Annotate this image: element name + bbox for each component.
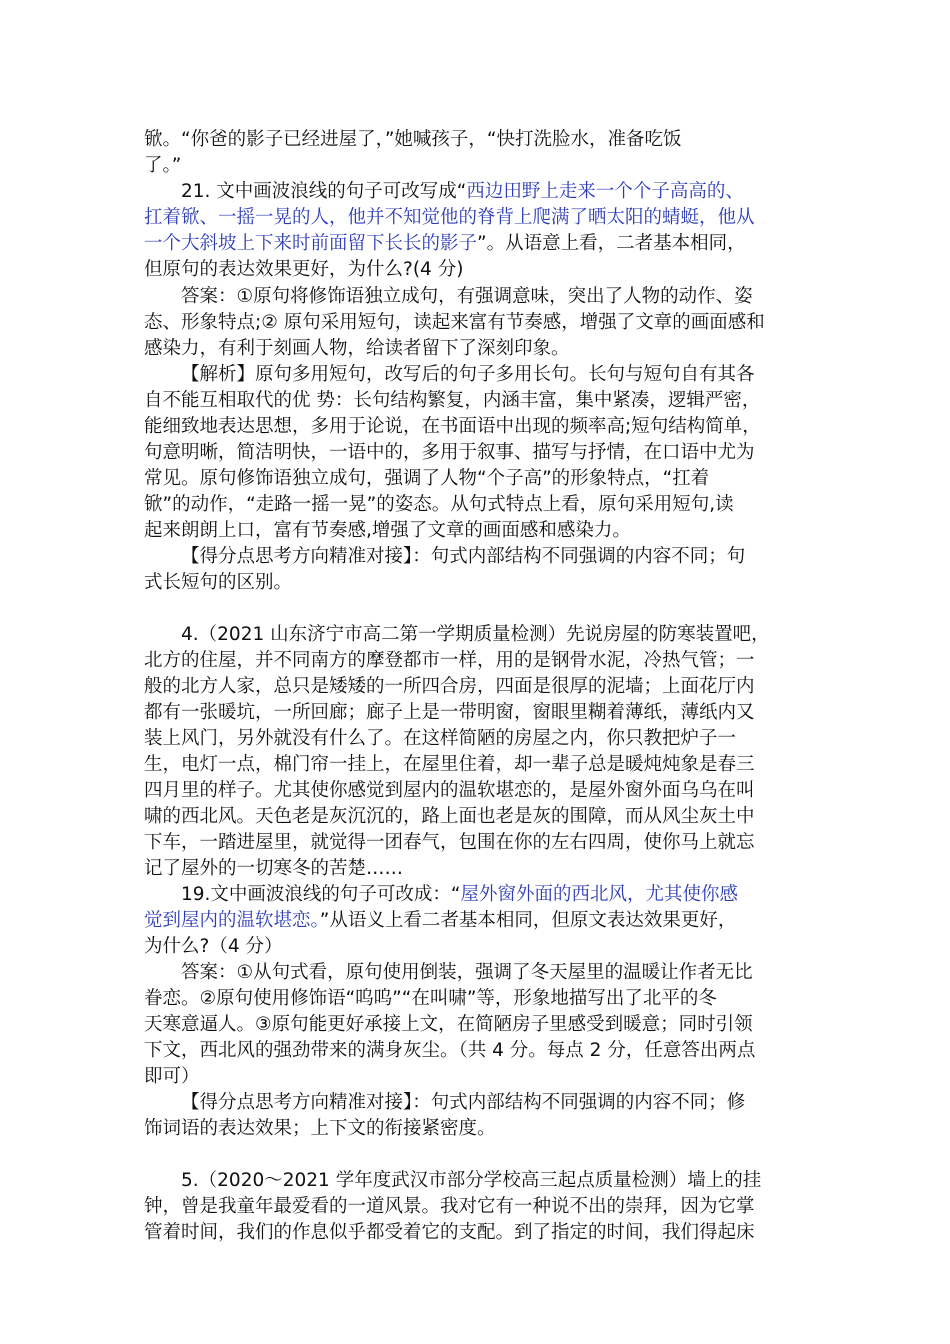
question-21-line: 一个大斜坡上下来时前面留下长长的影子”。从语意上看，二者基本相同，: [144, 233, 746, 254]
question-21-line: 但原句的表达效果更好，为什么?(4 分): [144, 259, 464, 280]
analysis-line: 自不能互相取代的优 势：长句结构繁复，内涵丰富，集中紧凑，逻辑严密，: [144, 390, 761, 411]
highlighted-sentence: 一个大斜坡上下来时前面留下长长的影子: [144, 233, 478, 254]
analysis-line: 锨”的动作，“走路一摇一晃”的姿态。从句式特点上看，原句采用短句,读: [144, 494, 734, 515]
question-19-line: 19.文中画波浪线的句子可改成：“屋外窗外面的西北风，尤其使你感: [181, 884, 739, 905]
answer-line: 下文，西北风的强劲带来的满身灰尘。（共 4 分。每点 2 分，任意答出两点: [144, 1040, 756, 1061]
scoring-point-line: 式长短句的区别。: [144, 572, 293, 593]
answer-line: 即可）: [144, 1066, 200, 1087]
passage-4-line: 4.（2021 山东济宁市高二第一学期质量检测）先说房屋的防寒装置吧，: [181, 624, 770, 645]
analysis-line: 常见。原句修饰语独立成句，强调了人物“个子高”的形象特点，“扛着: [144, 468, 710, 489]
passage-4-line: 四月里的样子。尤其使你感觉到屋内的温软堪恋的，是屋外窗外面乌乌在叫: [144, 780, 755, 801]
passage-4-line: 下车，一踏进屋里，就觉得一团春气，包围在你的左右四周，使你马上就忘: [144, 832, 755, 853]
passage-4-line: 都有一张暖坑，一所回廊；廊子上是一带明窗，窗眼里糊着薄纸，薄纸内又: [144, 702, 755, 723]
answer-line: 答案：①从句式看，原句使用倒装，强调了冬天屋里的温暖让作者无比: [181, 962, 753, 983]
question-19-line: 为什么?（4 分）: [144, 936, 283, 957]
highlighted-sentence: 屋外窗外面的西北风，尤其使你感: [460, 884, 739, 905]
scoring-point-line: 饰词语的表达效果；上下文的衔接紧密度。: [144, 1118, 496, 1139]
answer-line: 天寒意逼人。③原句能更好承接上文，在简陋房子里感受到暖意；同时引领: [144, 1014, 753, 1035]
answer-line: 态、形象特点;② 原句采用短句，读起来富有节奏感，增强了文章的画面感和: [144, 312, 765, 333]
passage-4-line: 装上风门，另外就没有什么了。在这样简陋的房屋之内，你只教把炉子一: [144, 728, 737, 749]
analysis-line: 【解析】原句多用短句，改写后的句子多用长句。长句与短句自有其各: [181, 364, 755, 385]
highlighted-sentence: 扛着锨、一摇一晃的人，他并不知觉他的脊背上爬满了晒太阳的蜻蜓，他从: [144, 207, 755, 228]
analysis-line: 句意明晰，简洁明快，一语中的，多用于叙事、描写与抒情，在口语中尤为: [144, 442, 755, 463]
scoring-point-line: 【得分点思考方向精准对接】：句式内部结构不同强调的内容不同；修: [181, 1092, 746, 1113]
analysis-line: 能细致地表达思想，多用于论说，在书面语中出现的频率高;短句结构简单，: [144, 416, 761, 437]
highlighted-sentence: 西边田野上走来一个个子高高的、: [466, 181, 744, 202]
passage-5-line: 5.（2020～2021 学年度武汉市部分学校高三起点质量检测）墙上的挂: [181, 1170, 762, 1191]
answer-line: 答案：①原句将修饰语独立成句，有强调意味，突出了人物的动作、姿: [181, 286, 753, 307]
passage-4-line: 北方的住屋，并不同南方的摩登都市一样，用的是钢骨水泥，冷热气管；一: [144, 650, 755, 671]
highlighted-sentence: 觉到屋内的温软堪恋。: [144, 910, 320, 931]
passage-4-line: 记了屋外的一切寒冬的苦楚……: [144, 858, 404, 879]
analysis-line: 起来朗朗上口，富有节奏感,增强了文章的画面感和感染力。: [144, 520, 631, 541]
passage-5-line: 管着时间，我们的作息似乎都受着它的支配。到了指定的时间，我们得起床: [144, 1222, 755, 1243]
answer-line: 感染力，有利于刻画人物，给读者留下了深刻印象。: [144, 338, 570, 359]
question-21-line: [144, 205, 814, 231]
question-19-line: 觉到屋内的温软堪恋。”从语义上看二者基本相同，但原文表达效果更好，: [144, 910, 737, 931]
question-21-line: 21. 文中画波浪线的句子可改写成“西边田野上走来一个个子高高的、: [181, 181, 744, 202]
passage-4-line: 生，电灯一点，棉门帘一挂上，在屋里住着，却一辈子总是暖炖炖象是春三: [144, 754, 755, 775]
text-line: 锨。“你爸的影子已经进屋了，”她喊孩子，“快打洗脸水，准备吃饭: [144, 129, 682, 150]
scoring-point-line: 【得分点思考方向精准对接】：句式内部结构不同强调的内容不同；句: [181, 546, 746, 567]
passage-4-line: 般的北方人家，总只是矮矮的一所四合房，四面是很厚的泥墙；上面花厅内: [144, 676, 755, 697]
answer-line: 眷恋。②原句使用修饰语“呜呜”“在叫啸”等，形象地描写出了北平的冬: [144, 988, 717, 1009]
text-line: 了。”: [144, 155, 182, 176]
passage-4-line: 啸的西北风。天色老是灰沉沉的，路上面也老是灰的围障，而从风尘灰土中: [144, 806, 755, 827]
passage-5-line: 钟，曾是我童年最爱看的一道风景。我对它有一种说不出的崇拜，因为它掌: [144, 1196, 755, 1217]
